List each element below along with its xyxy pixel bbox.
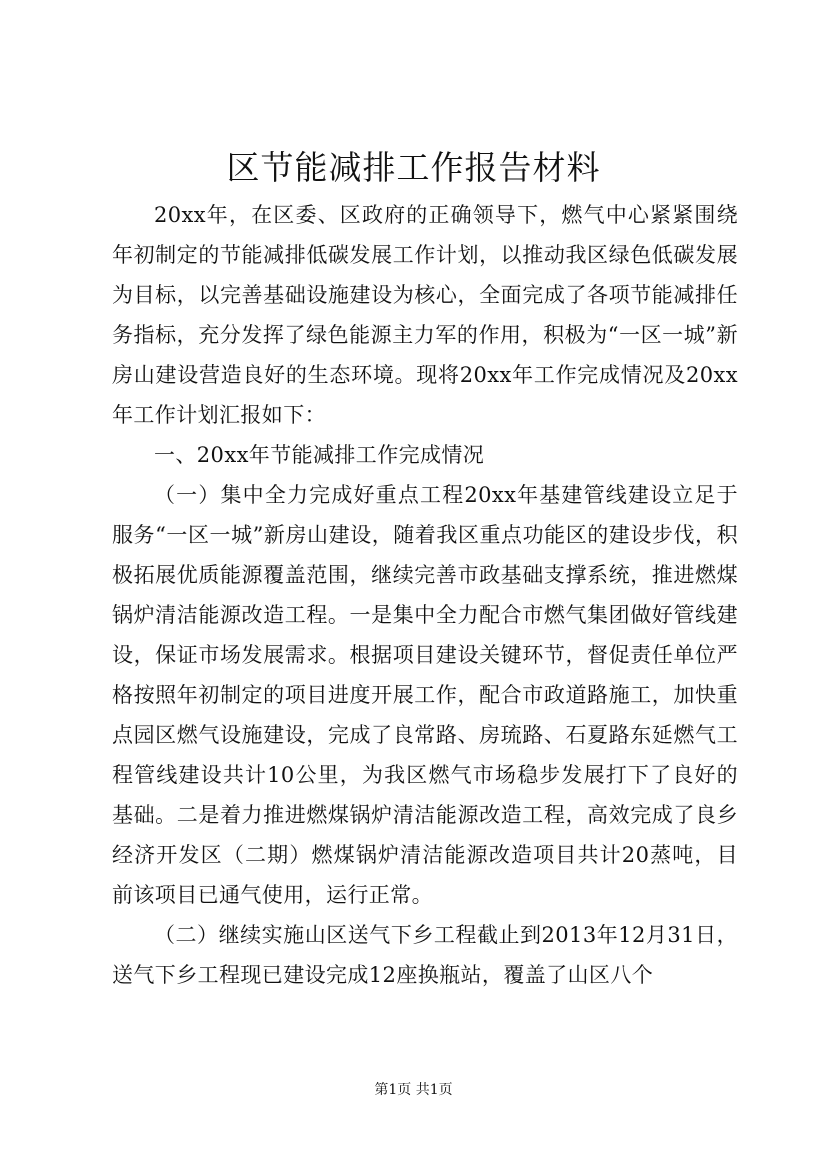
page-footer: 第1页 共1页 xyxy=(374,1082,453,1098)
document-title: 区节能减排工作报告材料 xyxy=(226,148,601,187)
document-body xyxy=(112,195,738,995)
intro-paragraph: 20xx年，在区委、区政府的正确领导下，燃气中心紧紧围绕年初制定的节能减排低碳发展工作计划，以推动我区绿色低碳发展为目标，以完善基础设施建设为核心，全面完成了各项节能减排任务指标，充分发挥了绿色能源主力军的作用，积极为“一区一城”新房山建设营造良好的生态环境。现将20xx年工作完成情况及20xx年工作计划汇报如下： xyxy=(112,203,738,427)
body-paragraph: （一）集中全力完成好重点工程20xx年基建管线建设立足于服务“一区一城”新房山建设，随着我区重点功能区的建设步伐，积极拓展优质能源覆盖范围，继续完善市政基础支撑系统，推进燃煤锅炉清洁能源改造工程。一是集中全力配合市燃气集团做好管线建设，保证市场发展需求。根据项目建设关键环节，督促责任单位严格按照年初制定的项目进度开展工作，配合市政道路施工，加快重点园区燃气设施建设，完成了良常路、房琉路、石夏路东延燃气工程管线建设共计10公里，为我区燃气市场稳步发展打下了良好的基础。二是着力推进燃煤锅炉清洁能源改造工程，高效完成了良乡经济开发区（二期）燃煤锅炉清洁能源改造项目共计20蒸吨，目前该项目已通气使用，运行正常。 xyxy=(112,483,738,907)
section-heading: 一、20xx年节能减排工作完成情况 xyxy=(154,443,485,467)
body-paragraph: （二）继续实施山区送气下乡工程截止到2013年12月31日，送气下乡工程现已建设完成12座换瓶站，覆盖了山区八个 xyxy=(112,923,738,987)
